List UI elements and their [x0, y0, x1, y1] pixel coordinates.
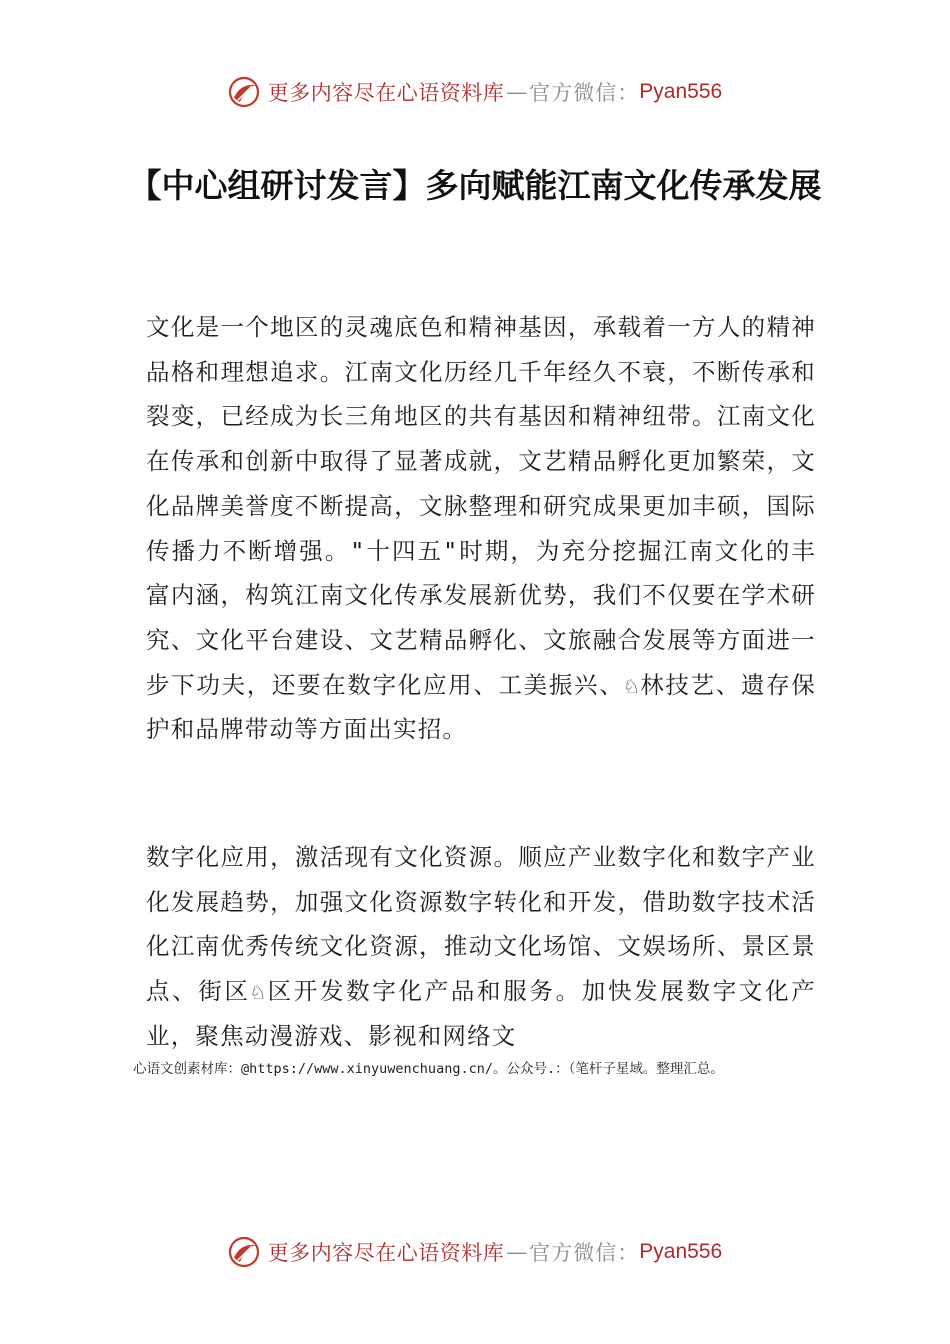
banner-official-label: 官方微信： — [529, 81, 640, 105]
footer-banner — [0, 1230, 950, 1274]
banner-separator: — — [506, 80, 528, 104]
brand-logo-icon — [228, 1236, 260, 1268]
banner-promo-text: 更多内容尽在心语资料库 — [267, 1241, 505, 1265]
brand-logo-icon — [228, 76, 260, 108]
banner-promo-text: 更多内容尽在心语资料库 — [267, 81, 505, 105]
banner-official-label: 官方微信： — [529, 1241, 640, 1265]
document-title: 【中心组研讨发言】多向赋能江南文化传承发展 — [128, 166, 822, 205]
source-note: 心语文创素材库：@https://www.xinyuwenchuang.cn/。公众号.：（笔杆子星域。整理汇总。 — [133, 1061, 724, 1077]
body-paragraph: 数字化应用，激活现有文化资源。顺应产业数字化和数字产业化发展趋势，加强文化资源数字转化和开发，借助数字技术活化江南优秀传统文化资源，推动文化场馆、文娱场所、景区景点、街区♘区开发数字化产品和服务。加快发展数字文化产业，聚焦动漫游戏、影视和网络文 — [146, 843, 816, 1050]
banner-wechat-id: Pyan556 — [639, 1240, 723, 1263]
header-banner — [0, 70, 950, 114]
banner-separator: — — [506, 1240, 528, 1264]
body-paragraph: 文化是一个地区的灵魂底色和精神基因，承载着一方人的精神品格和理想追求。江南文化历经几千年经久不衰，不断传承和裂变，已经成为长三角地区的共有基因和精神纽带。江南文化在传承和创新中取得了显著成就，文艺精品孵化更加繁荣，文化品牌美誉度不断提高，文脉整理和研究成果更加丰硕，国际传播力不断增强。"十四五"时期，为充分挖掘江南文化的丰富内涵，构筑江南文化传承发展新优势，我们不仅要在学术研究、文化平台建设、文艺精品孵化、文旅融合发展等方面进一步下功夫，还要在数字化应用、工美振兴、♘林技艺、遗存保护和品牌带动等方面出实招。 — [146, 313, 816, 744]
banner-wechat-id: Pyan556 — [639, 80, 723, 103]
